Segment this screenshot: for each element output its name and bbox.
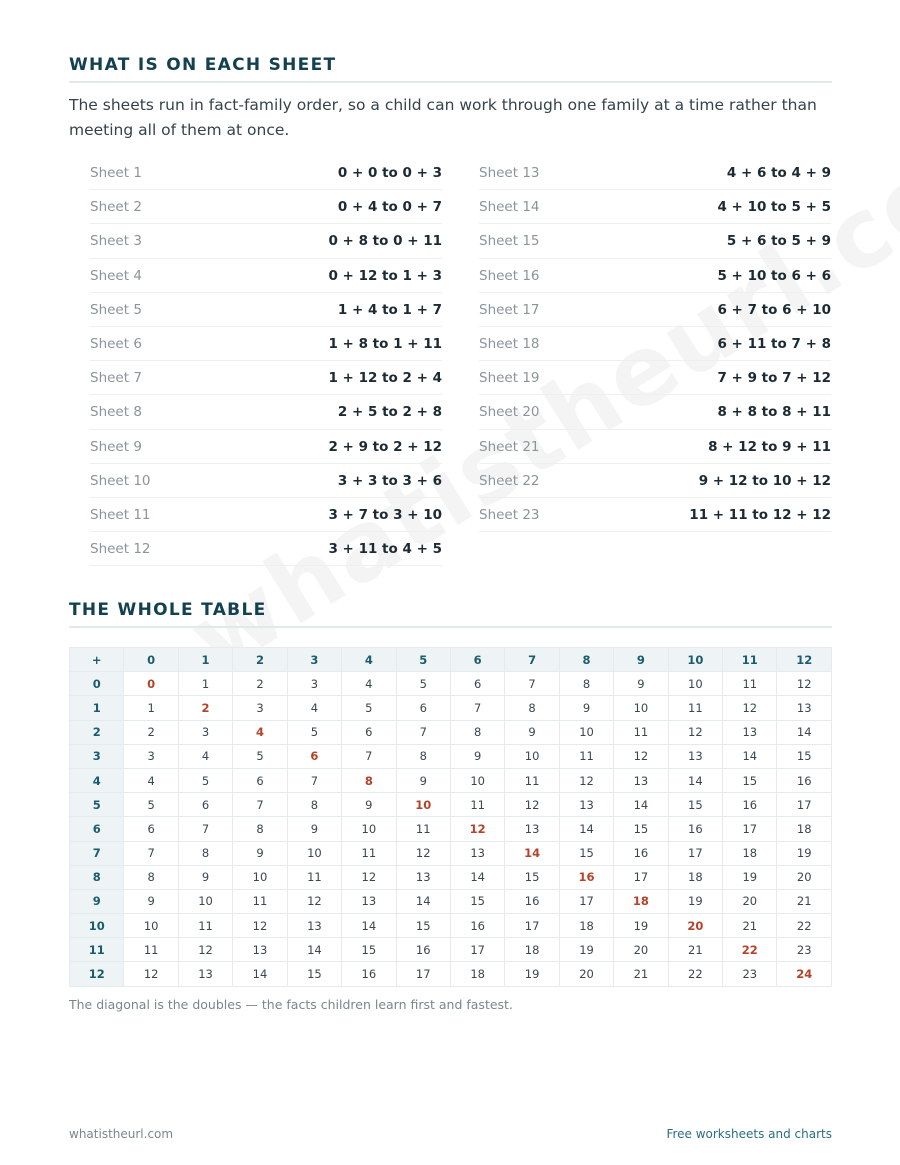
sum-cell: 18: [777, 817, 832, 841]
row-header: 6: [70, 817, 124, 841]
table-row: [70, 962, 832, 986]
sheet-row: [479, 465, 831, 498]
sum-cell: 22: [777, 914, 832, 938]
sum-cell: 16: [505, 889, 559, 913]
sum-cell: 17: [396, 962, 450, 986]
sum-cell: 11: [505, 768, 559, 792]
sheet-row: [90, 431, 442, 464]
row-header: 12: [70, 962, 124, 986]
sheet-row: [479, 499, 831, 532]
table-corner-plus: +: [70, 648, 124, 672]
sum-cell: 5: [233, 744, 287, 768]
table-row: [70, 744, 832, 768]
sheet-row: [90, 328, 442, 361]
sheet-range: 4 + 10 to 5 + 5: [717, 199, 831, 216]
sum-cell: 1: [124, 696, 178, 720]
sum-cell: 7: [233, 793, 287, 817]
sheet-range: 1 + 4 to 1 + 7: [337, 301, 442, 318]
table-row: [70, 914, 832, 938]
sum-cell: 3: [287, 672, 341, 696]
sum-cell: 12: [668, 720, 722, 744]
sum-cell: 15: [723, 768, 777, 792]
column-header: 10: [668, 648, 722, 672]
sum-cell: 5: [396, 672, 450, 696]
sheet-label: Sheet 13: [479, 165, 540, 182]
sum-cell: 9: [342, 793, 396, 817]
sheet-row: [90, 533, 442, 566]
sheet-row: [90, 294, 442, 327]
sum-cell: 14: [233, 962, 287, 986]
doubles-cell: 24: [777, 962, 832, 986]
sheet-range: 6 + 11 to 7 + 8: [717, 336, 831, 353]
column-header: 6: [450, 648, 504, 672]
row-header: 5: [70, 793, 124, 817]
sum-cell: 12: [614, 744, 668, 768]
sum-cell: 17: [668, 841, 722, 865]
sum-cell: 10: [559, 720, 613, 744]
sum-cell: 22: [668, 962, 722, 986]
doubles-cell: 2: [178, 696, 232, 720]
sum-cell: 11: [342, 841, 396, 865]
sheet-row: [479, 294, 831, 327]
sum-cell: 16: [723, 793, 777, 817]
table-header-row: [70, 648, 832, 672]
sum-cell: 21: [777, 889, 832, 913]
sheet-row: [90, 499, 442, 532]
sheet-row: [90, 396, 442, 429]
sheet-row: [479, 260, 831, 293]
sheet-range: 3 + 11 to 4 + 5: [328, 541, 442, 558]
sum-cell: 8: [396, 744, 450, 768]
sheet-range: 0 + 8 to 0 + 11: [328, 233, 442, 250]
sheet-label: Sheet 5: [90, 301, 142, 318]
sum-cell: 13: [233, 938, 287, 962]
sum-cell: 10: [287, 841, 341, 865]
table-row: [70, 768, 832, 792]
sum-cell: 23: [777, 938, 832, 962]
footer-site-name[interactable]: whatistheurl.com: [69, 1127, 174, 1141]
table-row: [70, 720, 832, 744]
sum-cell: 12: [233, 914, 287, 938]
sum-cell: 8: [559, 672, 613, 696]
sum-cell: 13: [668, 744, 722, 768]
doubles-cell: 22: [723, 938, 777, 962]
sum-cell: 9: [505, 720, 559, 744]
sum-cell: 19: [559, 938, 613, 962]
row-header: 4: [70, 768, 124, 792]
sum-cell: 12: [723, 696, 777, 720]
sheet-row: [90, 260, 442, 293]
sum-cell: 6: [178, 793, 232, 817]
sum-cell: 15: [396, 914, 450, 938]
sum-cell: 15: [614, 817, 668, 841]
sum-cell: 16: [450, 914, 504, 938]
section-title-table: THE WHOLE TABLE: [69, 600, 832, 628]
sum-cell: 19: [505, 962, 559, 986]
sum-cell: 6: [450, 672, 504, 696]
sum-cell: 7: [505, 672, 559, 696]
sheet-row: [479, 431, 831, 464]
sheet-range: 5 + 6 to 5 + 9: [726, 233, 831, 250]
sum-cell: 10: [178, 889, 232, 913]
sum-cell: 14: [450, 865, 504, 889]
sum-cell: 17: [505, 914, 559, 938]
sheet-range: 1 + 8 to 1 + 11: [328, 336, 442, 353]
sum-cell: 19: [723, 865, 777, 889]
row-header: 10: [70, 914, 124, 938]
sum-cell: 11: [614, 720, 668, 744]
sum-cell: 4: [178, 744, 232, 768]
sum-cell: 10: [342, 817, 396, 841]
column-header: 8: [559, 648, 613, 672]
sum-cell: 14: [287, 938, 341, 962]
sheet-row: [479, 225, 831, 258]
sheet-range: 7 + 9 to 7 + 12: [717, 370, 831, 387]
sum-cell: 21: [723, 914, 777, 938]
intro-paragraph: The sheets run in fact-family order, so a child can work through one family at a time rather than meeting all of them at once.: [69, 96, 817, 139]
sum-cell: 13: [178, 962, 232, 986]
sum-cell: 13: [777, 696, 832, 720]
doubles-cell: 6: [287, 744, 341, 768]
column-header: 4: [342, 648, 396, 672]
sum-cell: 20: [723, 889, 777, 913]
sum-cell: 5: [178, 768, 232, 792]
sum-cell: 12: [505, 793, 559, 817]
sum-cell: 2: [233, 672, 287, 696]
doubles-cell: 4: [233, 720, 287, 744]
sum-cell: 12: [396, 841, 450, 865]
sum-cell: 11: [178, 914, 232, 938]
sheet-range: 5 + 10 to 6 + 6: [717, 267, 831, 284]
sum-cell: 9: [287, 817, 341, 841]
sum-cell: 21: [614, 962, 668, 986]
column-header: 9: [614, 648, 668, 672]
sheet-label: Sheet 20: [479, 404, 540, 421]
sum-cell: 6: [233, 768, 287, 792]
sum-cell: 20: [559, 962, 613, 986]
table-row: [70, 889, 832, 913]
sheet-row: [479, 191, 831, 224]
sheet-label: Sheet 15: [479, 233, 540, 250]
sum-cell: 19: [614, 914, 668, 938]
sum-cell: 14: [668, 768, 722, 792]
sum-cell: 4: [287, 696, 341, 720]
sum-cell: 14: [396, 889, 450, 913]
sum-cell: 5: [342, 696, 396, 720]
sum-cell: 11: [723, 672, 777, 696]
sum-cell: 11: [668, 696, 722, 720]
sum-cell: 6: [342, 720, 396, 744]
sheet-range: 3 + 7 to 3 + 10: [328, 506, 442, 523]
column-header: 5: [396, 648, 450, 672]
sum-cell: 7: [124, 841, 178, 865]
sum-cell: 16: [777, 768, 832, 792]
sheet-label: Sheet 16: [479, 267, 540, 284]
sum-cell: 13: [505, 817, 559, 841]
sum-cell: 7: [450, 696, 504, 720]
column-header: 11: [723, 648, 777, 672]
sheet-label: Sheet 14: [479, 199, 540, 216]
sheet-row: [90, 362, 442, 395]
sum-cell: 14: [559, 817, 613, 841]
sheet-row: [479, 362, 831, 395]
sum-cell: 10: [124, 914, 178, 938]
sum-cell: 1: [178, 672, 232, 696]
sum-cell: 19: [777, 841, 832, 865]
sheet-range: 4 + 6 to 4 + 9: [726, 165, 831, 182]
sum-cell: 16: [396, 938, 450, 962]
sum-cell: 17: [450, 938, 504, 962]
sum-cell: 13: [559, 793, 613, 817]
table-row: [70, 696, 832, 720]
addition-table: [69, 647, 832, 987]
sum-cell: 13: [723, 720, 777, 744]
doubles-cell: 10: [396, 793, 450, 817]
table-row: [70, 938, 832, 962]
sheet-row: [479, 157, 831, 190]
sum-cell: 12: [342, 865, 396, 889]
table-row: [70, 865, 832, 889]
sum-cell: 17: [777, 793, 832, 817]
sheet-label: Sheet 23: [479, 506, 540, 523]
sum-cell: 6: [396, 696, 450, 720]
doubles-cell: 8: [342, 768, 396, 792]
sum-cell: 10: [614, 696, 668, 720]
sum-cell: 11: [450, 793, 504, 817]
sheet-range: 0 + 12 to 1 + 3: [328, 267, 442, 284]
row-header: 2: [70, 720, 124, 744]
table-row: [70, 793, 832, 817]
sum-cell: 3: [178, 720, 232, 744]
sum-cell: 12: [124, 962, 178, 986]
row-header: 7: [70, 841, 124, 865]
sum-cell: 2: [124, 720, 178, 744]
sum-cell: 13: [614, 768, 668, 792]
sheet-range: 11 + 11 to 12 + 12: [689, 506, 831, 523]
sum-cell: 7: [396, 720, 450, 744]
sum-cell: 8: [178, 841, 232, 865]
sum-cell: 5: [287, 720, 341, 744]
sum-cell: 18: [723, 841, 777, 865]
sum-cell: 12: [287, 889, 341, 913]
sum-cell: 14: [777, 720, 832, 744]
sum-cell: 12: [777, 672, 832, 696]
sum-cell: 8: [124, 865, 178, 889]
sheet-label: Sheet 4: [90, 267, 142, 284]
sum-cell: 9: [450, 744, 504, 768]
sum-cell: 11: [559, 744, 613, 768]
sheet-label: Sheet 1: [90, 165, 142, 182]
sum-cell: 15: [342, 938, 396, 962]
sheet-label: Sheet 8: [90, 404, 142, 421]
row-header: 1: [70, 696, 124, 720]
sum-cell: 12: [178, 938, 232, 962]
sum-cell: 4: [124, 768, 178, 792]
column-header: 1: [178, 648, 232, 672]
sum-cell: 19: [668, 889, 722, 913]
sum-cell: 11: [396, 817, 450, 841]
sum-cell: 17: [559, 889, 613, 913]
row-header: 9: [70, 889, 124, 913]
sheet-label: Sheet 21: [479, 438, 540, 455]
row-header: 8: [70, 865, 124, 889]
sum-cell: 6: [124, 817, 178, 841]
sheet-list-column-right: [479, 157, 831, 533]
doubles-cell: 14: [505, 841, 559, 865]
sum-cell: 18: [668, 865, 722, 889]
sum-cell: 13: [396, 865, 450, 889]
row-header: 11: [70, 938, 124, 962]
sum-cell: 15: [505, 865, 559, 889]
sheet-label: Sheet 2: [90, 199, 142, 216]
sum-cell: 10: [668, 672, 722, 696]
sum-cell: 15: [450, 889, 504, 913]
sum-cell: 17: [723, 817, 777, 841]
sheet-range: 8 + 8 to 8 + 11: [717, 404, 831, 421]
sum-cell: 4: [342, 672, 396, 696]
column-header: 0: [124, 648, 178, 672]
sum-cell: 15: [668, 793, 722, 817]
sheet-row: [479, 396, 831, 429]
sheet-range: 1 + 12 to 2 + 4: [328, 370, 442, 387]
sum-cell: 5: [124, 793, 178, 817]
sum-cell: 10: [450, 768, 504, 792]
sum-cell: 14: [723, 744, 777, 768]
sum-cell: 9: [178, 865, 232, 889]
row-header: 0: [70, 672, 124, 696]
sheet-row: [90, 465, 442, 498]
sheet-row: [90, 157, 442, 190]
sheet-row: [479, 328, 831, 361]
sum-cell: 14: [342, 914, 396, 938]
sheet-label: Sheet 22: [479, 472, 540, 489]
sheet-range: 0 + 4 to 0 + 7: [337, 199, 442, 216]
sheet-label: Sheet 19: [479, 370, 540, 387]
sheet-list-column-left: [90, 157, 442, 567]
sheet-label: Sheet 6: [90, 336, 142, 353]
column-header: 3: [287, 648, 341, 672]
sum-cell: 8: [287, 793, 341, 817]
sum-cell: 16: [668, 817, 722, 841]
sheet-row: [90, 191, 442, 224]
table-row: [70, 672, 832, 696]
column-header: 2: [233, 648, 287, 672]
sum-cell: 11: [124, 938, 178, 962]
sum-cell: 8: [233, 817, 287, 841]
sum-cell: 16: [342, 962, 396, 986]
sum-cell: 7: [178, 817, 232, 841]
section-title-sheets: WHAT IS ON EACH SHEET: [69, 55, 832, 83]
sum-cell: 23: [723, 962, 777, 986]
sheet-label: Sheet 10: [90, 472, 151, 489]
sum-cell: 13: [450, 841, 504, 865]
sheet-label: Sheet 7: [90, 370, 142, 387]
column-header: 7: [505, 648, 559, 672]
sheet-range: 2 + 9 to 2 + 12: [328, 438, 442, 455]
sheet-label: Sheet 17: [479, 301, 540, 318]
sum-cell: 3: [233, 696, 287, 720]
sheet-range: 8 + 12 to 9 + 11: [708, 438, 831, 455]
sum-cell: 9: [233, 841, 287, 865]
sum-cell: 9: [614, 672, 668, 696]
sum-cell: 18: [505, 938, 559, 962]
sheet-row: [90, 225, 442, 258]
sum-cell: 20: [777, 865, 832, 889]
sheet-label: Sheet 3: [90, 233, 142, 250]
table-row: [70, 817, 832, 841]
sum-cell: 10: [233, 865, 287, 889]
footer-tagline: Free worksheets and charts: [666, 1127, 832, 1141]
sheet-label: Sheet 18: [479, 336, 540, 353]
sum-cell: 9: [396, 768, 450, 792]
sum-cell: 9: [124, 889, 178, 913]
sum-cell: 3: [124, 744, 178, 768]
doubles-cell: 20: [668, 914, 722, 938]
sum-cell: 13: [342, 889, 396, 913]
sheet-range: 3 + 3 to 3 + 6: [337, 472, 442, 489]
sum-cell: 18: [559, 914, 613, 938]
sum-cell: 16: [614, 841, 668, 865]
sum-cell: 15: [559, 841, 613, 865]
sheet-label: Sheet 11: [90, 506, 151, 523]
sum-cell: 12: [559, 768, 613, 792]
sum-cell: 7: [287, 768, 341, 792]
sum-cell: 17: [614, 865, 668, 889]
table-note: The diagonal is the doubles — the facts children learn first and fastest.: [69, 997, 513, 1012]
sum-cell: 8: [450, 720, 504, 744]
sum-cell: 7: [342, 744, 396, 768]
sum-cell: 8: [505, 696, 559, 720]
sum-cell: 9: [559, 696, 613, 720]
column-header: 12: [777, 648, 832, 672]
doubles-cell: 18: [614, 889, 668, 913]
sum-cell: 21: [668, 938, 722, 962]
sum-cell: 11: [233, 889, 287, 913]
sum-cell: 10: [505, 744, 559, 768]
doubles-cell: 0: [124, 672, 178, 696]
doubles-cell: 16: [559, 865, 613, 889]
sum-cell: 13: [287, 914, 341, 938]
sheet-range: 6 + 7 to 6 + 10: [717, 301, 831, 318]
sum-cell: 15: [287, 962, 341, 986]
sum-cell: 20: [614, 938, 668, 962]
row-header: 3: [70, 744, 124, 768]
sum-cell: 11: [287, 865, 341, 889]
sheet-range: 0 + 0 to 0 + 3: [337, 165, 442, 182]
sheet-range: 9 + 12 to 10 + 12: [698, 472, 831, 489]
sum-cell: 15: [777, 744, 832, 768]
sum-cell: 18: [450, 962, 504, 986]
sheet-label: Sheet 9: [90, 438, 142, 455]
sheet-label: Sheet 12: [90, 541, 151, 558]
sum-cell: 14: [614, 793, 668, 817]
table-row: [70, 841, 832, 865]
doubles-cell: 12: [450, 817, 504, 841]
sheet-range: 2 + 5 to 2 + 8: [337, 404, 442, 421]
